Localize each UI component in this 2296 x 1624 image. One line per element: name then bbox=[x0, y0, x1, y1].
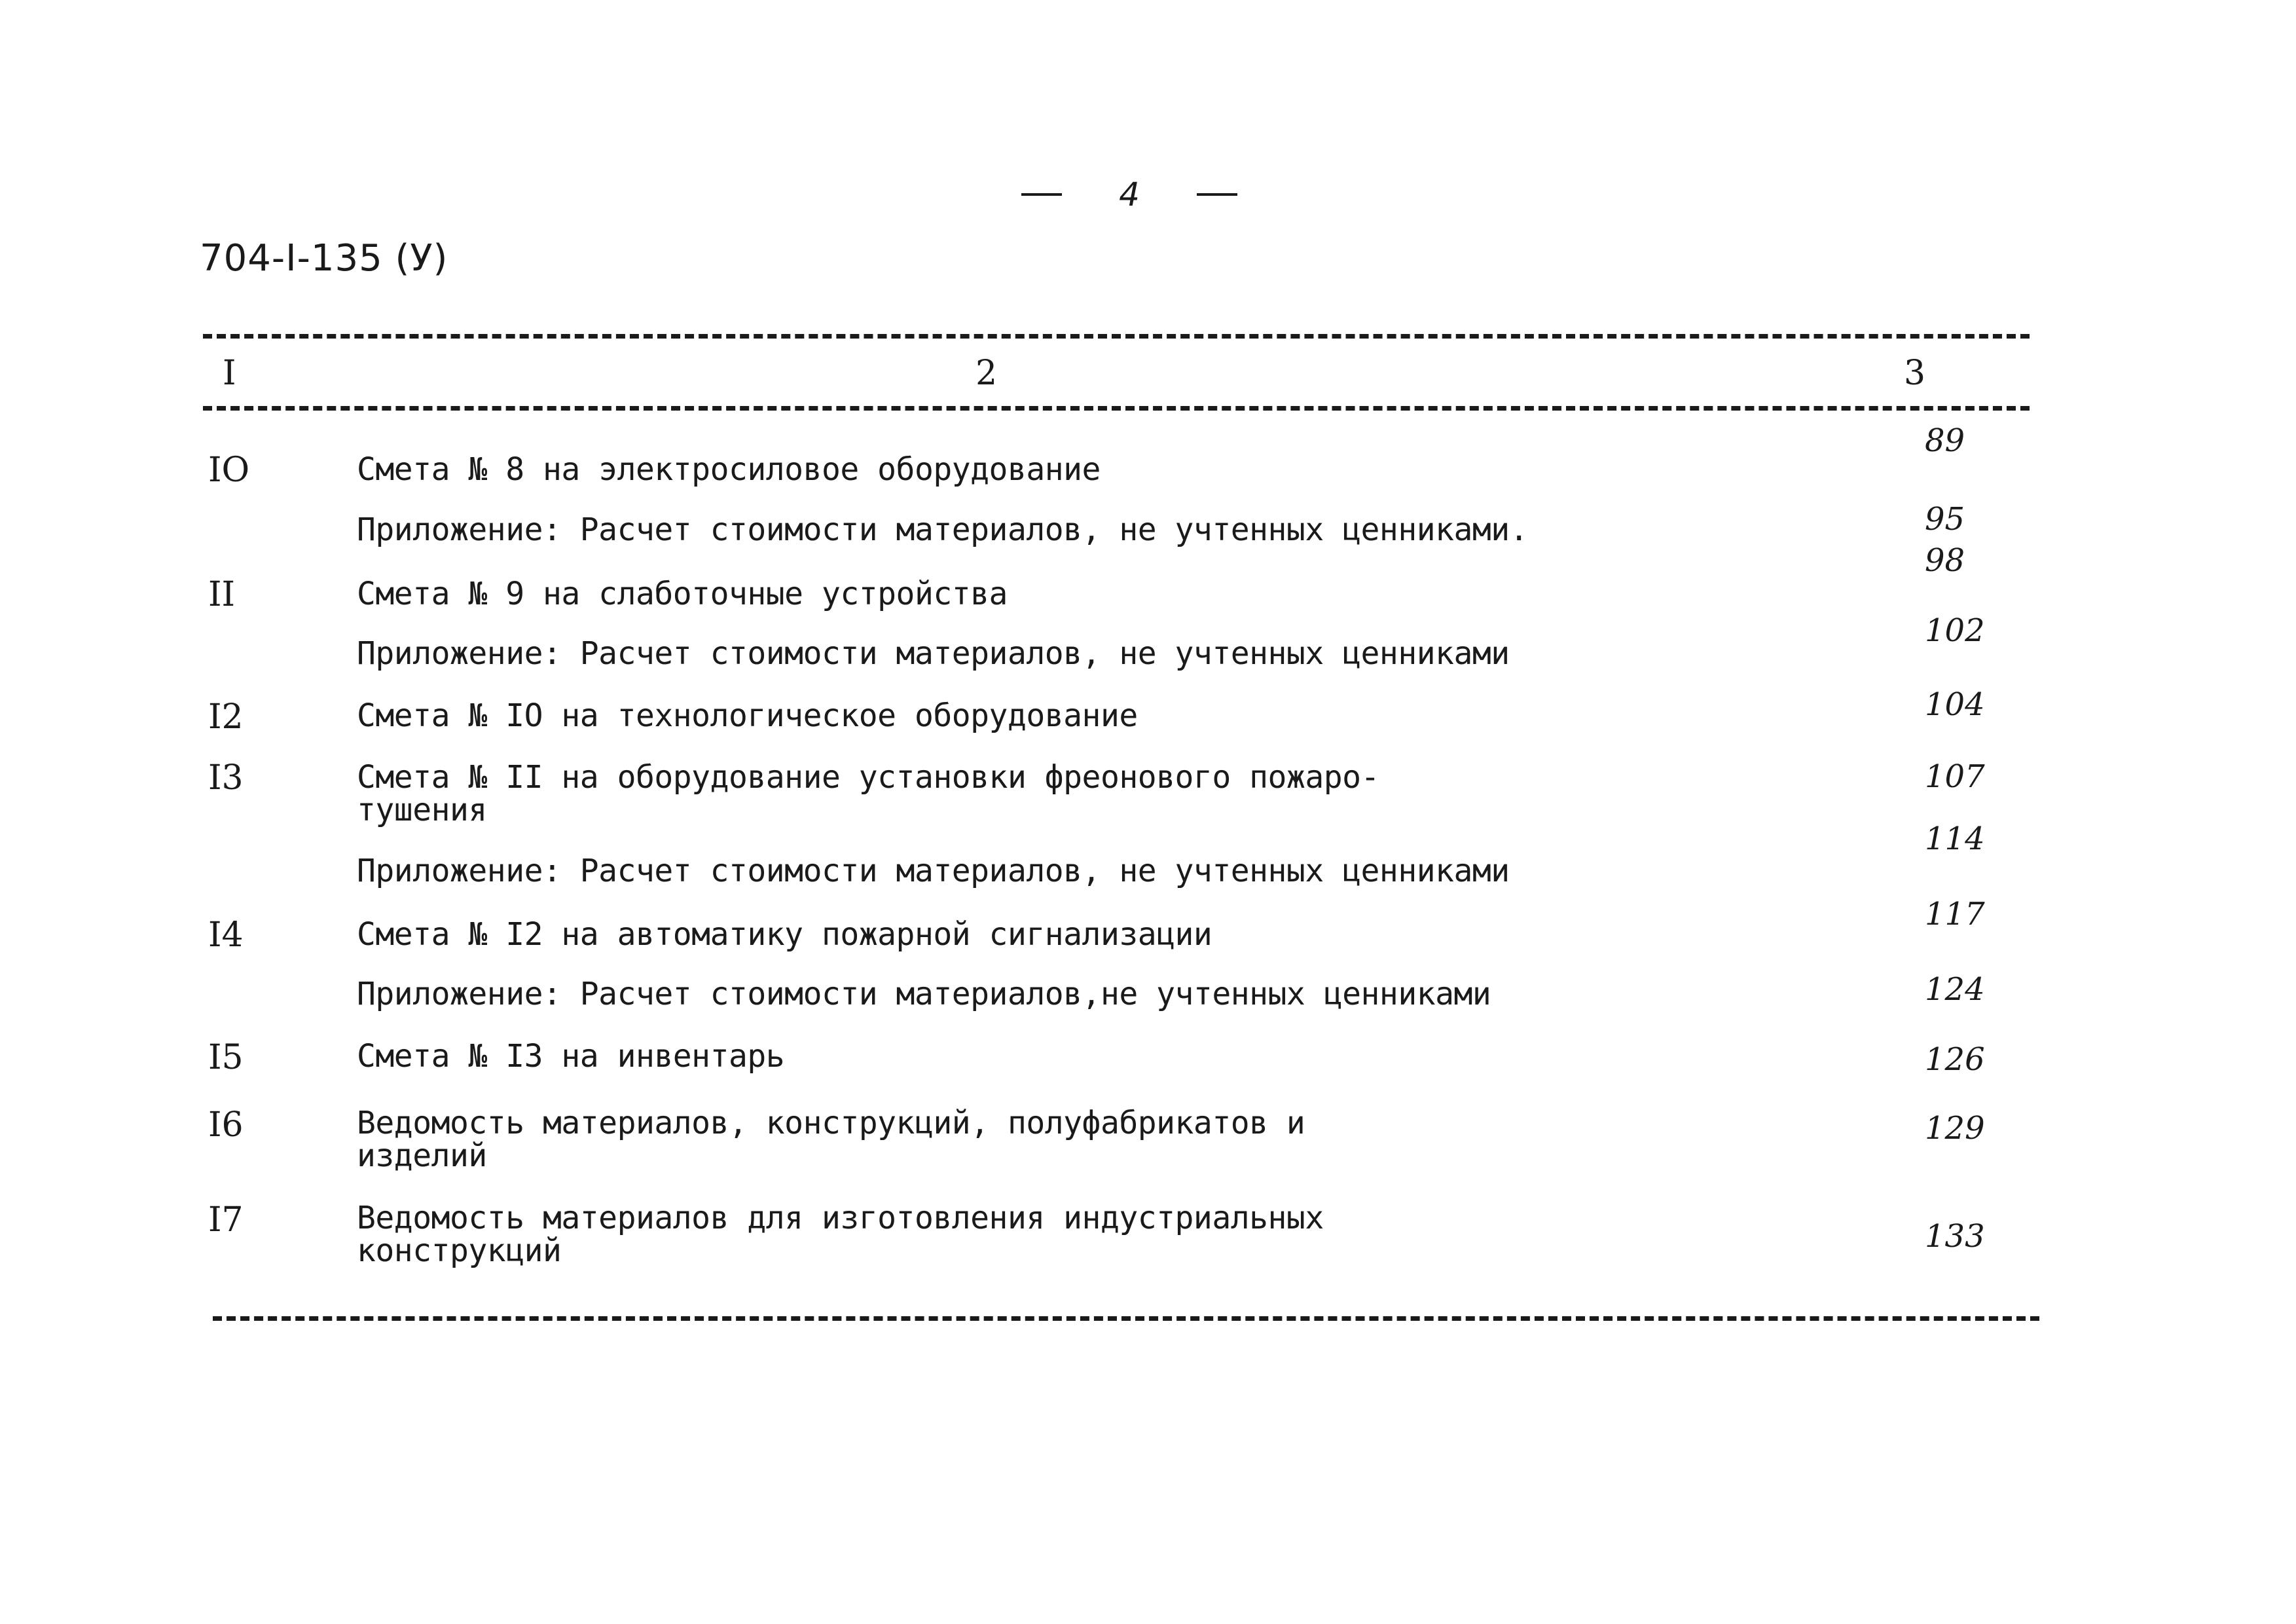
row-page: 133 bbox=[1925, 1218, 1985, 1255]
table-bottom-rule bbox=[213, 1316, 2039, 1321]
row-page: 117 bbox=[1925, 896, 1985, 932]
row-page: 126 bbox=[1925, 1041, 1985, 1078]
row-title: Смета № 9 на слаботочные устройства bbox=[357, 576, 1008, 612]
row-title: Смета № II на оборудование установки фреонового пожаро- тушения bbox=[357, 759, 1379, 828]
page-number-value: 4 bbox=[1119, 175, 1140, 213]
row-title: Ведомость материалов для изготовления индустриальных конструкций bbox=[357, 1200, 1324, 1269]
row-page: 104 bbox=[1925, 686, 1985, 723]
table-header-rule bbox=[203, 406, 2030, 411]
row-page: 124 bbox=[1925, 971, 1985, 1008]
document-code: 704-I-135 (У) bbox=[200, 237, 448, 280]
page-number bbox=[1021, 175, 1237, 213]
row-title: Приложение: Расчет стоимости материалов, не учтенных ценниками. bbox=[357, 511, 1529, 548]
row-page: 98 bbox=[1925, 542, 1965, 579]
dash-left bbox=[1021, 193, 1062, 196]
row-number: I7 bbox=[208, 1200, 244, 1240]
row-number: I4 bbox=[208, 915, 244, 955]
column-header-1: I bbox=[223, 354, 236, 393]
row-title: Приложение: Расчет стоимости материалов, не учтенных ценниками bbox=[357, 635, 1510, 672]
column-header-2: 2 bbox=[975, 354, 998, 393]
row-title: Смета № I3 на инвентарь bbox=[357, 1038, 785, 1075]
row-title: Ведомость материалов, конструкций, полуфабрикатов и изделий bbox=[357, 1105, 1305, 1174]
row-page: 107 bbox=[1925, 758, 1985, 795]
row-title: Смета № I2 на автоматику пожарной сигнализации bbox=[357, 916, 1212, 953]
row-number: IO bbox=[208, 451, 250, 490]
row-number: I3 bbox=[208, 758, 244, 798]
row-number: I2 bbox=[208, 697, 244, 737]
row-title: Приложение: Расчет стоимости материалов,не учтенных ценниками bbox=[357, 976, 1491, 1012]
row-number: II bbox=[208, 575, 236, 614]
dash-right bbox=[1197, 193, 1237, 196]
table-top-rule bbox=[203, 334, 2030, 339]
row-page: 89 bbox=[1925, 422, 1965, 459]
row-page: 102 bbox=[1925, 612, 1985, 649]
row-page: 95 bbox=[1925, 501, 1965, 538]
row-page: 114 bbox=[1925, 821, 1985, 857]
row-title: Смета № IO на технологическое оборудование bbox=[357, 697, 1138, 734]
row-number: I5 bbox=[208, 1038, 244, 1077]
row-page: 129 bbox=[1925, 1110, 1985, 1147]
column-header-3: 3 bbox=[1904, 354, 1926, 393]
row-title: Смета № 8 на электросиловое оборудование bbox=[357, 451, 1101, 488]
row-title: Приложение: Расчет стоимости материалов, не учтенных ценниками bbox=[357, 853, 1510, 889]
row-number: I6 bbox=[208, 1105, 244, 1145]
